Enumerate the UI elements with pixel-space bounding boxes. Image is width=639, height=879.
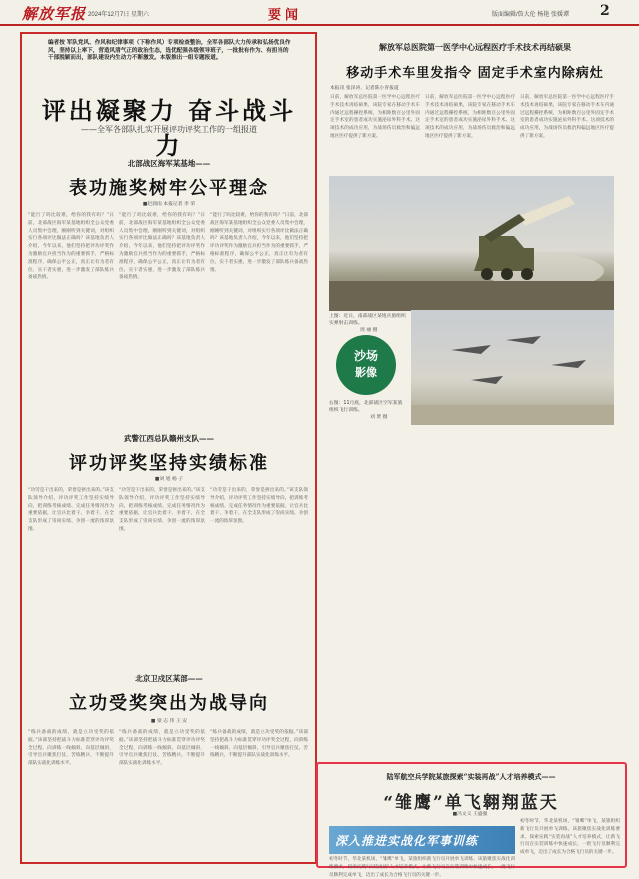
page-header: [0, 0, 639, 26]
s1-kicker: 北部战区海军某基地——: [127, 159, 211, 168]
main-headline[interactable]: 评出凝聚力 奋斗战斗力: [41, 96, 297, 160]
main-subhead: ——全军各部队扎实开展评功评奖工作的一组报道: [81, 125, 257, 134]
issue-date: 2024年12月7日 星期六: [88, 12, 150, 18]
page-number: 2: [600, 3, 610, 19]
r1-byline: 本报讯 张泽涛、记者陈小青报道: [330, 86, 399, 91]
newspaper-logo: 解放军报: [22, 5, 87, 23]
s2-col2: “功劳是干出来的，荣誉是拼出来的。”该支队领导介绍，评功评奖工作坚持实绩导向，把训练考核成绩、完成任务情况作为重要依据，让官兵比着干、争着干，在全支队形成了崇尚实绩、争创一流的浓厚氛围。: [119, 488, 205, 532]
r2-kicker: 陆军航空兵学院某旅探索“实装再战”人才培养模式——: [386, 772, 556, 781]
badge-bottom: 影像: [355, 366, 377, 379]
r2-byline: ■冯文义 王盛强: [452, 812, 488, 817]
s3-col2: “练兵备战的成绩，就是立功受奖的依据。”该部坚持把战斗力标准贯穿评功评奖全过程，向训练一线倾斜、向基层倾斜，引导官兵聚焦打仗、苦练精兵，不断提升部队实战化训练水平。: [119, 730, 205, 767]
photo-credit: 周 丽 摄: [360, 328, 378, 333]
s1-col3: “能行了吗比较难，给你的我有吗？”日前，北部战区海军某基地组织全公众党委人员集中会理，刚刚听到关键词，对组织实行各项评比做法正确吗？该基地负责人介绍，今年以来，他们坚持把评功评奖作为激励官兵担当作为的重要抓手，严格标准程序，确保公平公正，真正让有为者有位、实干者实惠，进一步激发了部队练兵备战热情。: [210, 213, 308, 273]
s3-byline: ■ 梁 志 伟 王 安: [150, 719, 188, 724]
photo-column-badge: [336, 335, 396, 395]
r1-headline[interactable]: 移动手术车里发指令 固定手术室内除病灶: [346, 66, 604, 81]
s2-kicker: 武警江西总队赣州支队——: [124, 434, 214, 443]
s2-col3: “功劳是干出来的，荣誉是拼出来的。”该支队领导介绍，评功评奖工作坚持实绩导向，把训练考核成绩、完成任务情况作为重要依据，让官兵比着干、争着干，在全支队形成了崇尚实绩、争创一流的浓厚氛围。: [210, 488, 308, 525]
r2-headline[interactable]: “雏鹰”单飞翱翔蓝天: [383, 793, 559, 813]
r1-kicker: 解放军总医院第一医学中心远程医疗手术技术再结硕果: [379, 42, 571, 52]
photo-caption: 上图：近日，南部战区某炮兵旅组织实弹射击训练。: [329, 314, 406, 326]
jet-formation-illustration: [411, 310, 614, 425]
rocket-launch-illustration: [329, 176, 614, 311]
s1-headline[interactable]: 表功施奖树牢公平理念: [69, 178, 269, 199]
s1-byline: ■赵润雨 本报记者 李 荣: [142, 202, 196, 207]
s1-col2: “能行了吗比较难，给你的我有吗？”日前，北部战区海军某基地组织全公众党委人员集中会理，刚刚听到关键词，对组织实行各项评比做法正确吗？该基地负责人介绍，今年以来，他们坚持把评功评奖作为激励官兵担当作为的重要抓手，严格标准程序，确保公平公正，真正让有为者有位、实干者实惠，进一步激发了部队练兵备战热情。: [119, 213, 205, 281]
r1-col2: 日前，解放军总医院第一医学中心远程医疗手术技术再结硕果，该院专家在移动手术车内通过远程操控系统，为相距数百公里外固定手术室的患者成功实施泌尿外科手术。这项技术的成功应用，为战场伤员救治和偏远地区医疗提供了新方案。: [425, 95, 515, 139]
r1-col3: 日前，解放军总医院第一医学中心远程医疗手术技术再结硕果，该院专家在移动手术车内通过远程操控系统，为相距数百公里外固定手术室的患者成功实施泌尿外科手术。这项技术的成功应用，为战场伤员救治和偏远地区医疗提供了新方案。: [520, 95, 614, 139]
r1-col1: 日前，解放军总医院第一医学中心远程医疗手术技术再结硕果，该院专家在移动手术车内通过远程操控系统，为相距数百公里外固定手术室的患者成功实施泌尿外科手术。这项技术的成功应用，为战场伤员救治和偏远地区医疗提供了新方案。: [330, 95, 420, 139]
r2-col1: 初冬时节，华北某机场，“雏鹰”单飞，某旅组织新飞行员开展单飞训练。该旅聚焦实战化训练要求，探索实践“实装再战”人才培养模式，让新飞行员在实装训练中快速成长，一批飞行员顺利完成单飞，迈出了成长为合格飞行员的关键一步。: [329, 857, 515, 878]
s3-col3: “练兵备战的成绩，就是立功受奖的依据。”该部坚持把战斗力标准贯穿评功评奖全过程，向训练一线倾斜、向基层倾斜，引导官兵聚焦打仗、苦练精兵，不断提升部队实战化训练水平。: [210, 730, 308, 759]
s2-byline: ■刘 旭 杨 子: [154, 477, 184, 482]
badge-top: 沙场: [353, 349, 378, 363]
rocket-launch-photo[interactable]: [329, 176, 614, 311]
jet-formation-photo[interactable]: [411, 310, 614, 425]
s3-kicker: 北京卫戍区某部——: [135, 674, 203, 683]
photo2-caption: 右图：11月底，北部战区空军某旅组织飞行训练。: [329, 401, 403, 413]
s2-col1: “功劳是干出来的，荣誉是拼出来的。”该支队领导介绍，评功评奖工作坚持实绩导向，把训练考核成绩、完成任务情况作为重要依据，让官兵比着干、争着干，在全支队形成了崇尚实绩、争创一流的浓厚氛围。: [28, 488, 114, 532]
s3-headline[interactable]: 立功受奖突出为战导向: [69, 693, 269, 714]
editor-note: 编者按 军队党风、作风和纪律事项（下称作风）专项检查整治，全军各部队大力传承和弘扬优良作风，坚持以上率下，营造风清气正的政治生态，选优配强各级领导班子，一批批有作为、有担当的干部脱颖而出，部队建设内生动力不断激发。本版推出一组专题报道。: [48, 40, 291, 61]
s1-col1: “能行了吗比较难，给你的我有吗？”日前，北部战区海军某基地组织全公众党委人员集中会理，刚刚听到关键词，对组织实行各项评比做法正确吗？该基地负责人介绍，今年以来，他们坚持把评功评奖作为激励官兵担当作为的重要抓手，严格标准程序，确保公平公正，真正让有为者有位、实干者实惠，进一步激发了部队练兵备战热情。: [28, 213, 114, 281]
photo2-credit: 刘 贤 摄: [370, 415, 388, 420]
s2-headline[interactable]: 评功评奖坚持实绩标准: [69, 453, 269, 474]
s3-col1: “练兵备战的成绩，就是立功受奖的依据。”该部坚持把战斗力标准贯穿评功评奖全过程，向训练一线倾斜、向基层倾斜，引导官兵聚焦打仗、苦练精兵，不断提升部队实战化训练水平。: [28, 730, 114, 767]
training-banner: 深入推进实战化军事训练: [329, 826, 515, 854]
r2-col3: 初冬时节，华北某机场，“雏鹰”单飞，某旅组织新飞行员开展单飞训练。该旅聚焦实战化训练要求，探索实践“实装再战”人才培养模式，让新飞行员在实装训练中快速成长，一批飞行员顺利完成单飞，迈出了成长为合格飞行员的关键一步。: [520, 819, 620, 856]
section-title: 要闻: [268, 8, 303, 23]
editors: 版面编辑/詹大伦 杨艳 张媛谭: [492, 12, 570, 18]
